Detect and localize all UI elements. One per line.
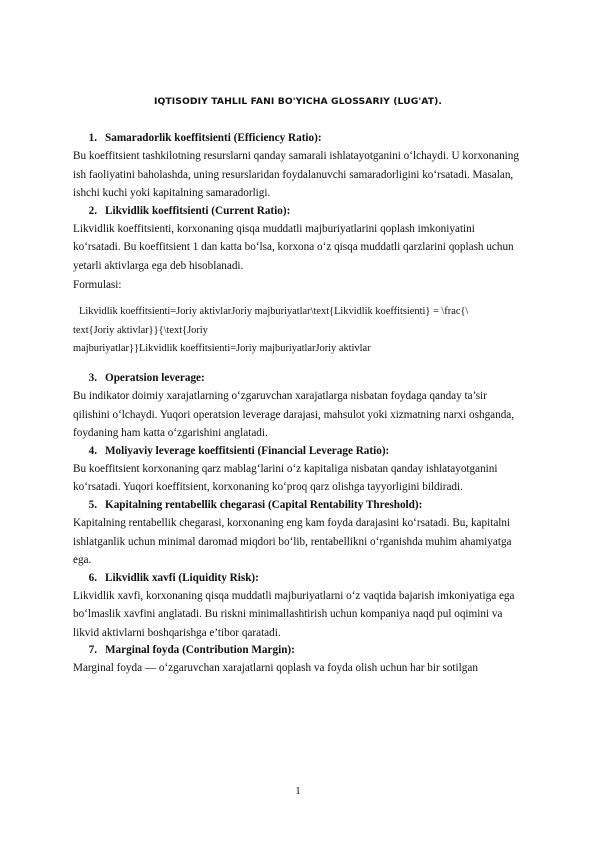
glossary-item: [73, 130, 551, 203]
definition-line: Bu indikator doimiy xarajatlarning o‘zgaruvchan xarajatlarga nisbatan foydaga qanday ta’sir: [73, 389, 487, 402]
item-number: 1.: [88, 132, 97, 144]
glossary-item: [73, 203, 551, 359]
glossary-list: [73, 130, 551, 678]
definition-line: Likvidlik koeffitsienti, korxonaning qisqa muddatli majburiyatlarini qoplash imkoniyatini: [73, 222, 475, 235]
item-term: Samaradorlik koeffitsienti (Efficiency Ratio):: [105, 132, 322, 144]
item-term: Marginal foyda (Contribution Margin):: [105, 644, 295, 657]
definition-line: Likvidlik xavfi, korxonaning qisqa muddatli majburiyatlarni o‘z vaqtida bajarish imkoniyatiga ega: [73, 589, 515, 602]
glossary-item: [73, 443, 551, 497]
glossary-item: [73, 570, 551, 643]
glossary-item-heading: [73, 642, 551, 659]
definition-line: Kapitalning rentabellik chegarasi, korxonaning eng kam foyda darajasini ko‘rsatadi. Bu, kapitalni: [73, 516, 511, 529]
formula-block: [73, 303, 551, 359]
item-number: 2.: [88, 204, 97, 217]
definition-line: ko‘rsatadi. Bu koeffitsient 1 dan katta bo‘lsa, korxona o‘z qisqa muddatli qarzlarini qoplash uchun: [73, 241, 514, 254]
item-term: Kapitalning rentabellik chegarasi (Capital Rentability Threshold):: [105, 498, 423, 511]
definition-line: likvid aktivlarni boshqarishga e’tibor qaratadi.: [73, 626, 281, 639]
item-term: Likvidlik xavfi (Liquidity Risk):: [105, 571, 259, 584]
definition-line: ishchi kuchi yoki kapitalning samaradorligi.: [73, 187, 271, 200]
glossary-item-heading: [73, 570, 551, 587]
formula-line: Likvidlik koeffitsienti=Joriy aktivlarJoriy majburiyatlar\text{Likvidlik koeffitsienti} = \frac{\: [79, 306, 469, 318]
document-title: IQTISODIY TAHLIL FANI BO'YICHA GLOSSARIY (LUG'AT).: [153, 96, 443, 107]
definition-line: ko‘rsatadi. Yuqori koeffitsient, korxonaning ko‘proq qarz olishga tayyorligini bildiradi.: [73, 481, 463, 494]
formula-line: text{Joriy aktivlar}}{\text{Joriy: [73, 324, 208, 336]
formula-line: majburiyatlar}}Likvidlik koeffitsienti=Joriy majburiyatlarJoriy aktivlar: [73, 343, 371, 355]
definition-line: Bu koeffitsient korxonaning qarz mablag‘larini o‘z kapitaliga nisbatan qanday ishlatayotganini: [73, 462, 498, 475]
definition-line: foydaning ham katta o‘zgarishini anglatadi.: [73, 427, 268, 440]
glossary-item-heading: [73, 203, 551, 220]
glossary-item-heading: [73, 443, 551, 460]
item-term: Likvidlik koeffitsienti (Current Ratio):: [105, 204, 291, 217]
item-term: Operatsion leverage:: [105, 371, 205, 384]
item-number: 4.: [88, 444, 97, 457]
definition-line: yetarli aktivlarga ega deb hisoblanadi.: [73, 259, 244, 272]
definition-line: ishlatganlik uchun minimal daromad miqdori bo‘lib, rentabellikni o‘rganishda muhim ahamiyatga: [73, 535, 512, 548]
formula-label: Formulasi:: [73, 278, 122, 291]
glossary-item: [73, 370, 551, 443]
definition-line: ish faoliyatini baholashda, uning resurslaridan foydalanuvchi samaradorligini ko‘rsatadi. Masalan,: [73, 168, 514, 181]
glossary-item-heading: [73, 497, 551, 514]
item-number: 6.: [88, 571, 97, 584]
glossary-item-heading: [73, 130, 551, 147]
glossary-item: [73, 642, 551, 678]
item-term: Moliyaviy leverage koeffitsienti (Financial Leverage Ratio):: [105, 444, 390, 457]
item-number: 3.: [88, 371, 97, 384]
definition-line: Bu koeffitsient tashkilotning resurslarni qanday samarali ishlatayotganini o‘lchaydi. U korxonaning: [73, 150, 519, 162]
definition-line: Marginal foyda — o‘zgaruvchan xarajatlarni qoplash va foyda olish uchun har bir sotilgan: [73, 662, 478, 675]
item-number: 7.: [88, 644, 97, 657]
definition-line: bo‘lmaslik xavfini anglatadi. Bu riskni minimallashtirish uchun kompaniya naqd pul oqimini va: [73, 608, 503, 621]
item-number: 5.: [88, 498, 97, 511]
page-number: 1: [295, 785, 301, 797]
definition-line: ega.: [73, 554, 92, 567]
glossary-item: [73, 497, 551, 570]
definition-line: qilishini o‘lchaydi. Yuqori operatsion leverage darajasi, mahsulot yoki xizmatning narxi oshganda,: [73, 408, 515, 421]
glossary-item-heading: [73, 370, 551, 387]
